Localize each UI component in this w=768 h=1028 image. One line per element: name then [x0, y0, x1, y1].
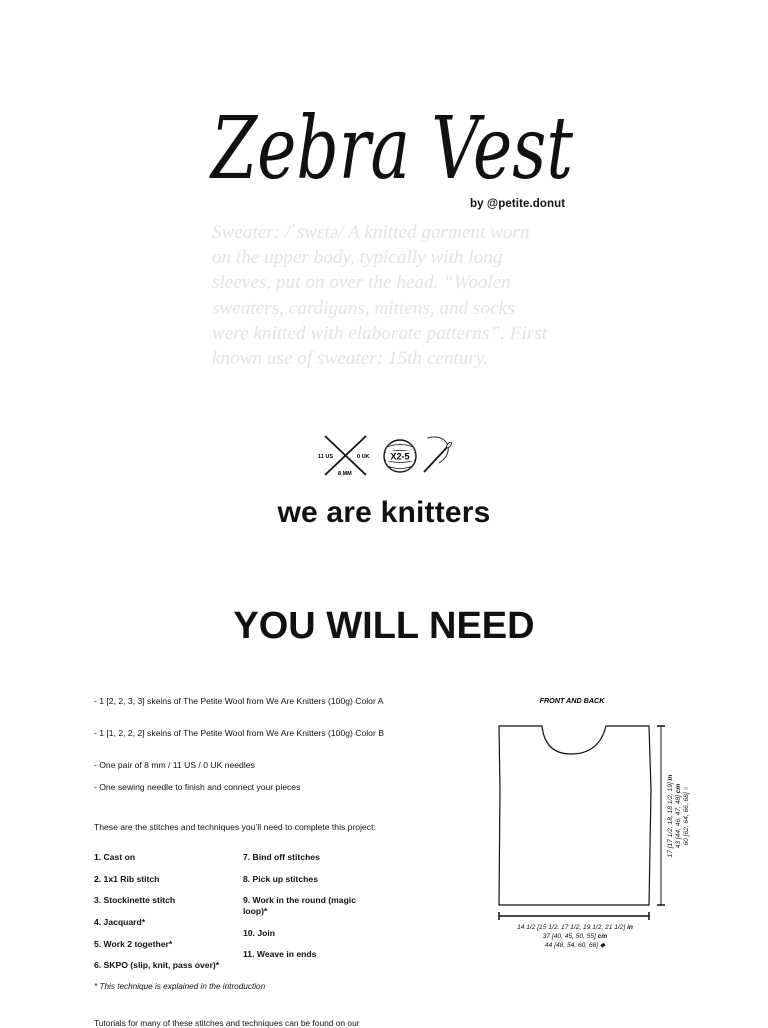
- svg-text:14 1/2 [15 1/2, 17 1/2, 19 1/2: [517, 924, 633, 931]
- supplies-icons: [314, 432, 459, 480]
- height-in-unit: in: [667, 774, 674, 781]
- vest-outline: [499, 726, 651, 905]
- brand-wordmark: we are knitters: [277, 496, 491, 529]
- needles-uk-label: 0 UK: [357, 454, 370, 460]
- material-item: - 1 [1, 2, 2, 2] skeins of The Petite Wool from We Are Knitters (100g) Color B: [94, 728, 384, 738]
- diamond-icon: ◆: [599, 942, 606, 949]
- material-item: - One sewing needle to finish and connect your pieces: [94, 782, 301, 792]
- width-dimension: [499, 912, 649, 920]
- technique-item: 11. Weave in ends: [243, 949, 317, 959]
- height-dimension: [657, 726, 665, 905]
- width-in-value: 14 1/2 [15 1/2, 17 1/2, 19 1/2, 21 1/2]: [517, 924, 626, 931]
- svg-text:44 [48, 54, 60, 66] ◆: [545, 942, 606, 949]
- needles-us-label: 11 US: [318, 454, 333, 460]
- technique-item: 9. Work in the round (magic loop)*: [243, 895, 357, 916]
- circle-icon: ○: [683, 786, 690, 791]
- technique-item: 2. 1x1 Rib stitch: [94, 874, 160, 884]
- technique-item: 10. Join: [243, 928, 275, 938]
- yarn-skein-icon: [384, 440, 416, 472]
- pattern-title: [205, 88, 585, 198]
- width-cm-unit: cm: [597, 933, 608, 940]
- front-back-schematic: [490, 692, 720, 957]
- technique-item: 5. Work 2 together*: [94, 939, 173, 949]
- techniques-intro: These are the stitches and techniques you’ll need to complete this project:: [94, 822, 376, 832]
- height-in-value: 17 [17 1/2, 18, 18 1/2, 19]: [667, 782, 674, 858]
- schematic-title: FRONT AND BACK: [539, 696, 605, 705]
- technique-item: 4. Jacquard*: [94, 917, 146, 927]
- technique-item: 1. Cast on: [94, 852, 136, 862]
- skein-count-label: X2-5: [390, 451, 410, 462]
- svg-text:43 [44, 46, 47, 48] cm: [675, 784, 682, 849]
- technique-item: 6. SKPO (slip, knit, pass over)*: [94, 960, 220, 970]
- technique-item: 8. Pick up stitches: [243, 874, 318, 884]
- section-heading: YOU WILL NEED: [233, 605, 535, 647]
- technique-footnote: * This technique is explained in the introduction: [94, 982, 266, 991]
- sewing-needle-icon: [424, 437, 453, 472]
- svg-text:37 [40, 45, 50, 55] cm: [543, 933, 608, 940]
- material-item: - One pair of 8 mm / 11 US / 0 UK needles: [94, 760, 255, 770]
- crossed-needles-icon: [318, 436, 370, 477]
- height-cm-value: 43 [44, 46, 47, 48]: [675, 795, 682, 849]
- height-cm-unit: cm: [675, 783, 682, 794]
- technique-item: 7. Bind off stitches: [243, 852, 320, 862]
- width-cm-value: 37 [40, 45, 50, 55]: [542, 933, 596, 940]
- technique-item: 3. Stockinette stitch: [94, 895, 176, 905]
- tutorial-text: Tutorials for many of these stitches and techniques can be found on our: [94, 1018, 360, 1028]
- material-item: - 1 [2, 2, 3, 3] skeins of The Petite Wool from We Are Knitters (100g) Color A: [94, 696, 384, 706]
- svg-text:17 [17 1/2, 18, 18 1/2, 19] in: [667, 775, 674, 858]
- designer-byline: by @petite.donut: [470, 198, 566, 210]
- width-sym-value: 44 [48, 54, 60, 66]: [544, 942, 599, 949]
- pattern-title-text: Zebra Vest: [208, 99, 574, 199]
- sweater-definition: Sweater: /ˈswɛtə/ A knitted garment worn on the upper body, typically with long sleeves, put on over the head. “Woolen sweaters, cardigans, mittens, and socks were knitted with elaborate patterns”. First known use of sweater: 15th century.: [212, 222, 548, 370]
- svg-text:60 [62, 64, 66, 68] ○: [683, 786, 690, 845]
- width-in-unit: in: [627, 924, 633, 931]
- height-sym-value: 60 [62, 64, 66, 68]: [683, 792, 690, 846]
- needles-mm-label: 8 MM: [338, 471, 352, 477]
